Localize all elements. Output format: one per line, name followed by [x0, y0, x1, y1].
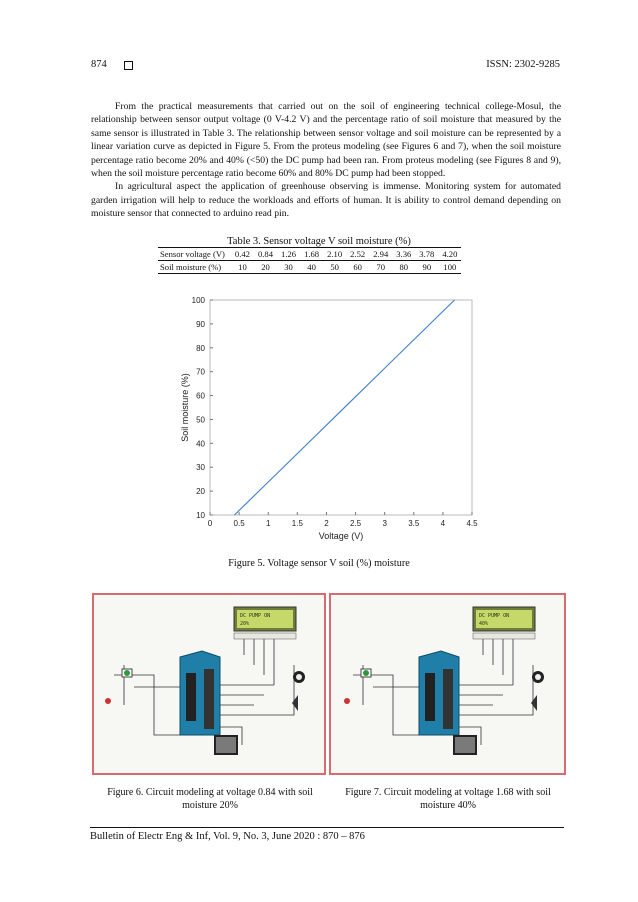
- x-tick-label: 2: [324, 519, 329, 528]
- table-cell: 90: [415, 261, 438, 274]
- x-tick-label: 1: [265, 519, 271, 528]
- y-tick-label: 80: [196, 343, 205, 353]
- x-tick-label: 3: [382, 519, 387, 528]
- footer-citation: Bulletin of Electr Eng & Inf, Vol. 9, No. 3, June 2020 : 870 – 876: [90, 831, 365, 842]
- table-cell: 50: [323, 261, 346, 274]
- y-tick-label: 100: [191, 296, 205, 305]
- table-cell: 60: [346, 261, 369, 274]
- x-tick-label: 1.5: [291, 519, 303, 528]
- y-tick-label: 60: [196, 391, 205, 401]
- issn-label: ISSN: 2302-9285: [486, 59, 560, 70]
- x-tick-label: 0.5: [233, 519, 245, 528]
- page-number: 874: [91, 59, 107, 70]
- table-cell: 4.20: [438, 248, 461, 261]
- y-axis-label: Soil moisture (%): [180, 373, 190, 442]
- lcd-line2: 20%: [240, 621, 250, 627]
- x-tick-label: 2.5: [349, 519, 362, 528]
- y-tick-label: 10: [196, 511, 205, 520]
- y-tick-label: 70: [196, 367, 205, 377]
- footer-divider: [90, 827, 564, 828]
- figure5-caption: Figure 5. Voltage sensor V soil (%) moisture: [228, 558, 410, 569]
- table-cell: 20: [254, 261, 277, 274]
- lcd-line1: DC PUMP ON: [240, 613, 271, 619]
- x-tick-label: 0: [207, 519, 213, 528]
- lcd-line1: DC PUMP ON: [479, 613, 510, 619]
- y-tick-label: 30: [196, 463, 205, 473]
- proteus-circuit-image: [331, 595, 564, 773]
- table-cell: 2.10: [323, 248, 346, 261]
- table-cell: 2.52: [346, 248, 369, 261]
- paragraph-1: From the practical measurements that carried out on the soil of engineering technical college-Mosul, the relationship between sensor output voltage (0 V-4.2 V) and the percentage ratio of soil moisture that measured by the same sensor is illustrated in Table 3. The relationship between sensor voltage and soil moisture can be represented by a linear variation curve as depicted in Figure 5. From the proteus modeling (see Figures 6 and 7), when the soil moisture percentage ratio become 20% and 40% (<50) the DC pump had been ran. From proteus modeling (see Figures 8 and 9), when the soil moisture percentage ratio become 60% and 80% DC pump had been stopped.: [91, 101, 561, 180]
- table-cell: 1.68: [300, 248, 323, 261]
- y-tick-label: 20: [196, 487, 205, 497]
- body-text: [91, 100, 561, 221]
- table-row: [158, 248, 461, 261]
- moisture-voltage-chart: [170, 290, 480, 550]
- x-tick-label: 4.5: [466, 519, 478, 528]
- y-tick-label: 90: [196, 319, 205, 329]
- y-tick-label: 40: [196, 439, 205, 449]
- plot-area: [210, 300, 472, 515]
- table-row: [158, 261, 461, 274]
- x-tick-label: 3.5: [408, 519, 420, 528]
- table-cell: 0.84: [254, 248, 277, 261]
- table-caption: Table 3. Sensor voltage V soil moisture (%): [227, 236, 411, 247]
- checkbox-symbol-icon: [124, 61, 133, 70]
- figure6-caption: Figure 6. Circuit modeling at voltage 0.84 with soil moisture 20%: [107, 787, 313, 811]
- table-cell: 80: [392, 261, 415, 274]
- figure7-caption: Figure 7. Circuit modeling at voltage 1.68 with soil moisture 40%: [345, 787, 551, 811]
- circuit-diagram-fig7: [329, 593, 566, 775]
- table-cell: 100: [438, 261, 461, 274]
- table-cell: 70: [369, 261, 392, 274]
- paragraph-2: In agricultural aspect the application of greenhouse observing is immense. Monitoring system for automated garden irrigation will help to reduce the workloads and efforts of human. It is ability to control demand depending on moisture sensor that connected to arduino read pin.: [91, 181, 561, 220]
- table-cell: 2.94: [369, 248, 392, 261]
- y-tick-label: 50: [196, 415, 205, 425]
- table-cell: 10: [231, 261, 254, 274]
- x-axis-label: Voltage (V): [318, 531, 364, 541]
- table-cell: 3.36: [392, 248, 415, 261]
- table-cell: 1.26: [277, 248, 300, 261]
- lcd-line2: 40%: [479, 621, 489, 627]
- table-cell: 40: [300, 261, 323, 274]
- x-tick-label: 4: [440, 519, 446, 528]
- row-header: Soil moisture (%): [158, 261, 231, 274]
- row-header: Sensor voltage (V): [158, 248, 231, 261]
- table-cell: 30: [277, 261, 300, 274]
- table-cell: 3.78: [415, 248, 438, 261]
- circuit-diagram-fig6: [92, 593, 326, 775]
- data-table: [158, 247, 461, 274]
- table-cell: 0.42: [231, 248, 254, 261]
- proteus-circuit-image: [94, 595, 324, 773]
